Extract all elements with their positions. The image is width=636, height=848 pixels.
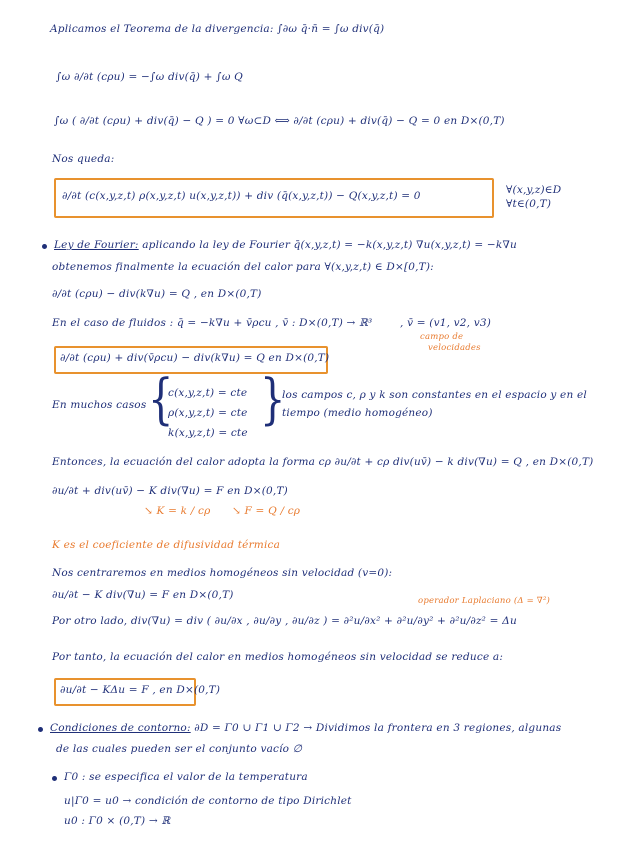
nos-queda-label: Nos queda: xyxy=(52,153,115,165)
rho-constant: ρ(x,y,z,t) = cte xyxy=(168,407,248,419)
normalized-heat-equation: ∂u/∂t + div(uv̄) − K div(∇u) = F en D×(0,T) xyxy=(52,485,288,497)
velocity-field-note-2: velocidades xyxy=(428,343,481,353)
homogeneous-heat-form: Entonces, la ecuación del calor adopta la forma cρ ∂u/∂t + cρ div(uv̄) − k div(∇u) = Q , en D×(0,T) xyxy=(52,456,594,468)
dirichlet-condition: u|Γ0 = u0 → condición de contorno de tipo Dirichlet xyxy=(64,795,352,807)
general-heat-balance: ∂/∂t (c(x,y,z,t) ρ(x,y,z,t) u(x,y,z,t)) + div (q̄(x,y,z,t)) − Q(x,y,z,t) = 0 xyxy=(62,190,421,202)
gamma0-description: Γ0 : se especifica el valor de la temperatura xyxy=(64,771,308,783)
no-velocity-intro: Nos centraremos en medios homogéneos sin velocidad (v=0): xyxy=(52,567,393,579)
final-heat-equation: ∂u/∂t − KΔu = F , en D×(0,T) xyxy=(60,684,221,696)
heat-equation-no-velocity: ∂u/∂t − K div(∇u) = F en D×(0,T) xyxy=(52,589,234,601)
fourier-law-text: aplicando la ley de Fourier q̄(x,y,z,t) = −k(x,y,z,t) ∇u(x,y,z,t) = −k∇u xyxy=(138,239,517,251)
diffusivity-note: K es el coeficiente de difusividad térmica xyxy=(52,539,281,551)
c-constant: c(x,y,z,t) = cte xyxy=(168,387,248,399)
domain-space-quantifier: ∀(x,y,z)∈D xyxy=(506,184,562,196)
k-constant: k(x,y,z,t) = cte xyxy=(168,427,248,439)
empty-set-note: de las cuales pueden ser el conjunto vacío ∅ xyxy=(56,743,303,755)
integral-balance-equation: ∫ω ∂/∂t (cρu) = −∫ω div(q̄) + ∫ω Q xyxy=(56,71,243,83)
right-brace: } xyxy=(260,368,286,432)
domain-time-quantifier: ∀t∈(0,T) xyxy=(506,198,552,210)
source-definition: ↘ F = Q / cρ xyxy=(232,505,301,517)
local-form-equation: ∫ω ( ∂/∂t (cρu) + div(q̄) − Q ) = 0 ∀ω⊂D ⟺ ∂/∂t (cρu) + div(q̄) − Q = 0 en D×(0,T) xyxy=(54,115,505,127)
laplacian-note: operador Laplaciano (Δ = ∇²) xyxy=(418,596,551,606)
fourier-law-line xyxy=(54,238,517,252)
divergence-theorem-line: Aplicamos el Teorema de la divergencia: ∫∂ω q̄·n̄ = ∫ω div(q̄) xyxy=(50,23,385,35)
heat-equation-fluids: ∂/∂t (cρu) + div(v̄ρcu) − div(k∇u) = Q en D×(0,T) xyxy=(60,352,330,364)
heat-equation-intro: obtenemos finalmente la ecuación del calor para ∀(x,y,z,t) ∈ D×[0,T): xyxy=(52,261,434,273)
boundary-conditions-heading: Condiciones de contorno: xyxy=(50,722,191,734)
velocity-vector-def: , v̄ = (v1, v2, v3) xyxy=(400,317,492,329)
fluids-flux-line: En el caso de fluidos : q̄ = −k∇u + v̄ρcu , v̄ : D×(0,T) → ℝ³ xyxy=(52,317,373,329)
homogeneous-note-2: tiempo (medio homogéneo) xyxy=(282,407,433,419)
boundary-conditions-text: ∂D = Γ0 ∪ Γ1 ∪ Γ2 → Dividimos la frontera en 3 regiones, algunas xyxy=(190,722,562,734)
reduction-statement: Por tanto, la ecuación del calor en medios homogéneos sin velocidad se reduce a: xyxy=(52,651,504,663)
fourier-law-heading: Ley de Fourier: xyxy=(54,239,139,251)
diffusivity-definition: ↘ K = k / cρ xyxy=(144,505,211,517)
left-brace: { xyxy=(148,368,174,432)
boundary-conditions-line xyxy=(50,721,561,735)
homogeneous-note-1: los campos c, ρ y k son constantes en el espacio y en el xyxy=(282,389,587,401)
many-cases-label: En muchos casos xyxy=(52,399,147,411)
bullet-gamma0 xyxy=(52,776,57,781)
bullet-boundary xyxy=(38,727,43,732)
velocity-field-note-1: campo de xyxy=(420,332,464,342)
dirichlet-data-map: u0 : Γ0 × (0,T) → ℝ xyxy=(64,815,171,827)
heat-equation-general: ∂/∂t (cρu) − div(k∇u) = Q , en D×(0,T) xyxy=(52,288,262,300)
bullet-fourier xyxy=(42,244,47,249)
laplacian-expansion: Por otro lado, div(∇u) = div ( ∂u/∂x , ∂u/∂y , ∂u/∂z ) = ∂²u/∂x² + ∂²u/∂y² + ∂²u/∂z² = Δu xyxy=(52,615,517,627)
